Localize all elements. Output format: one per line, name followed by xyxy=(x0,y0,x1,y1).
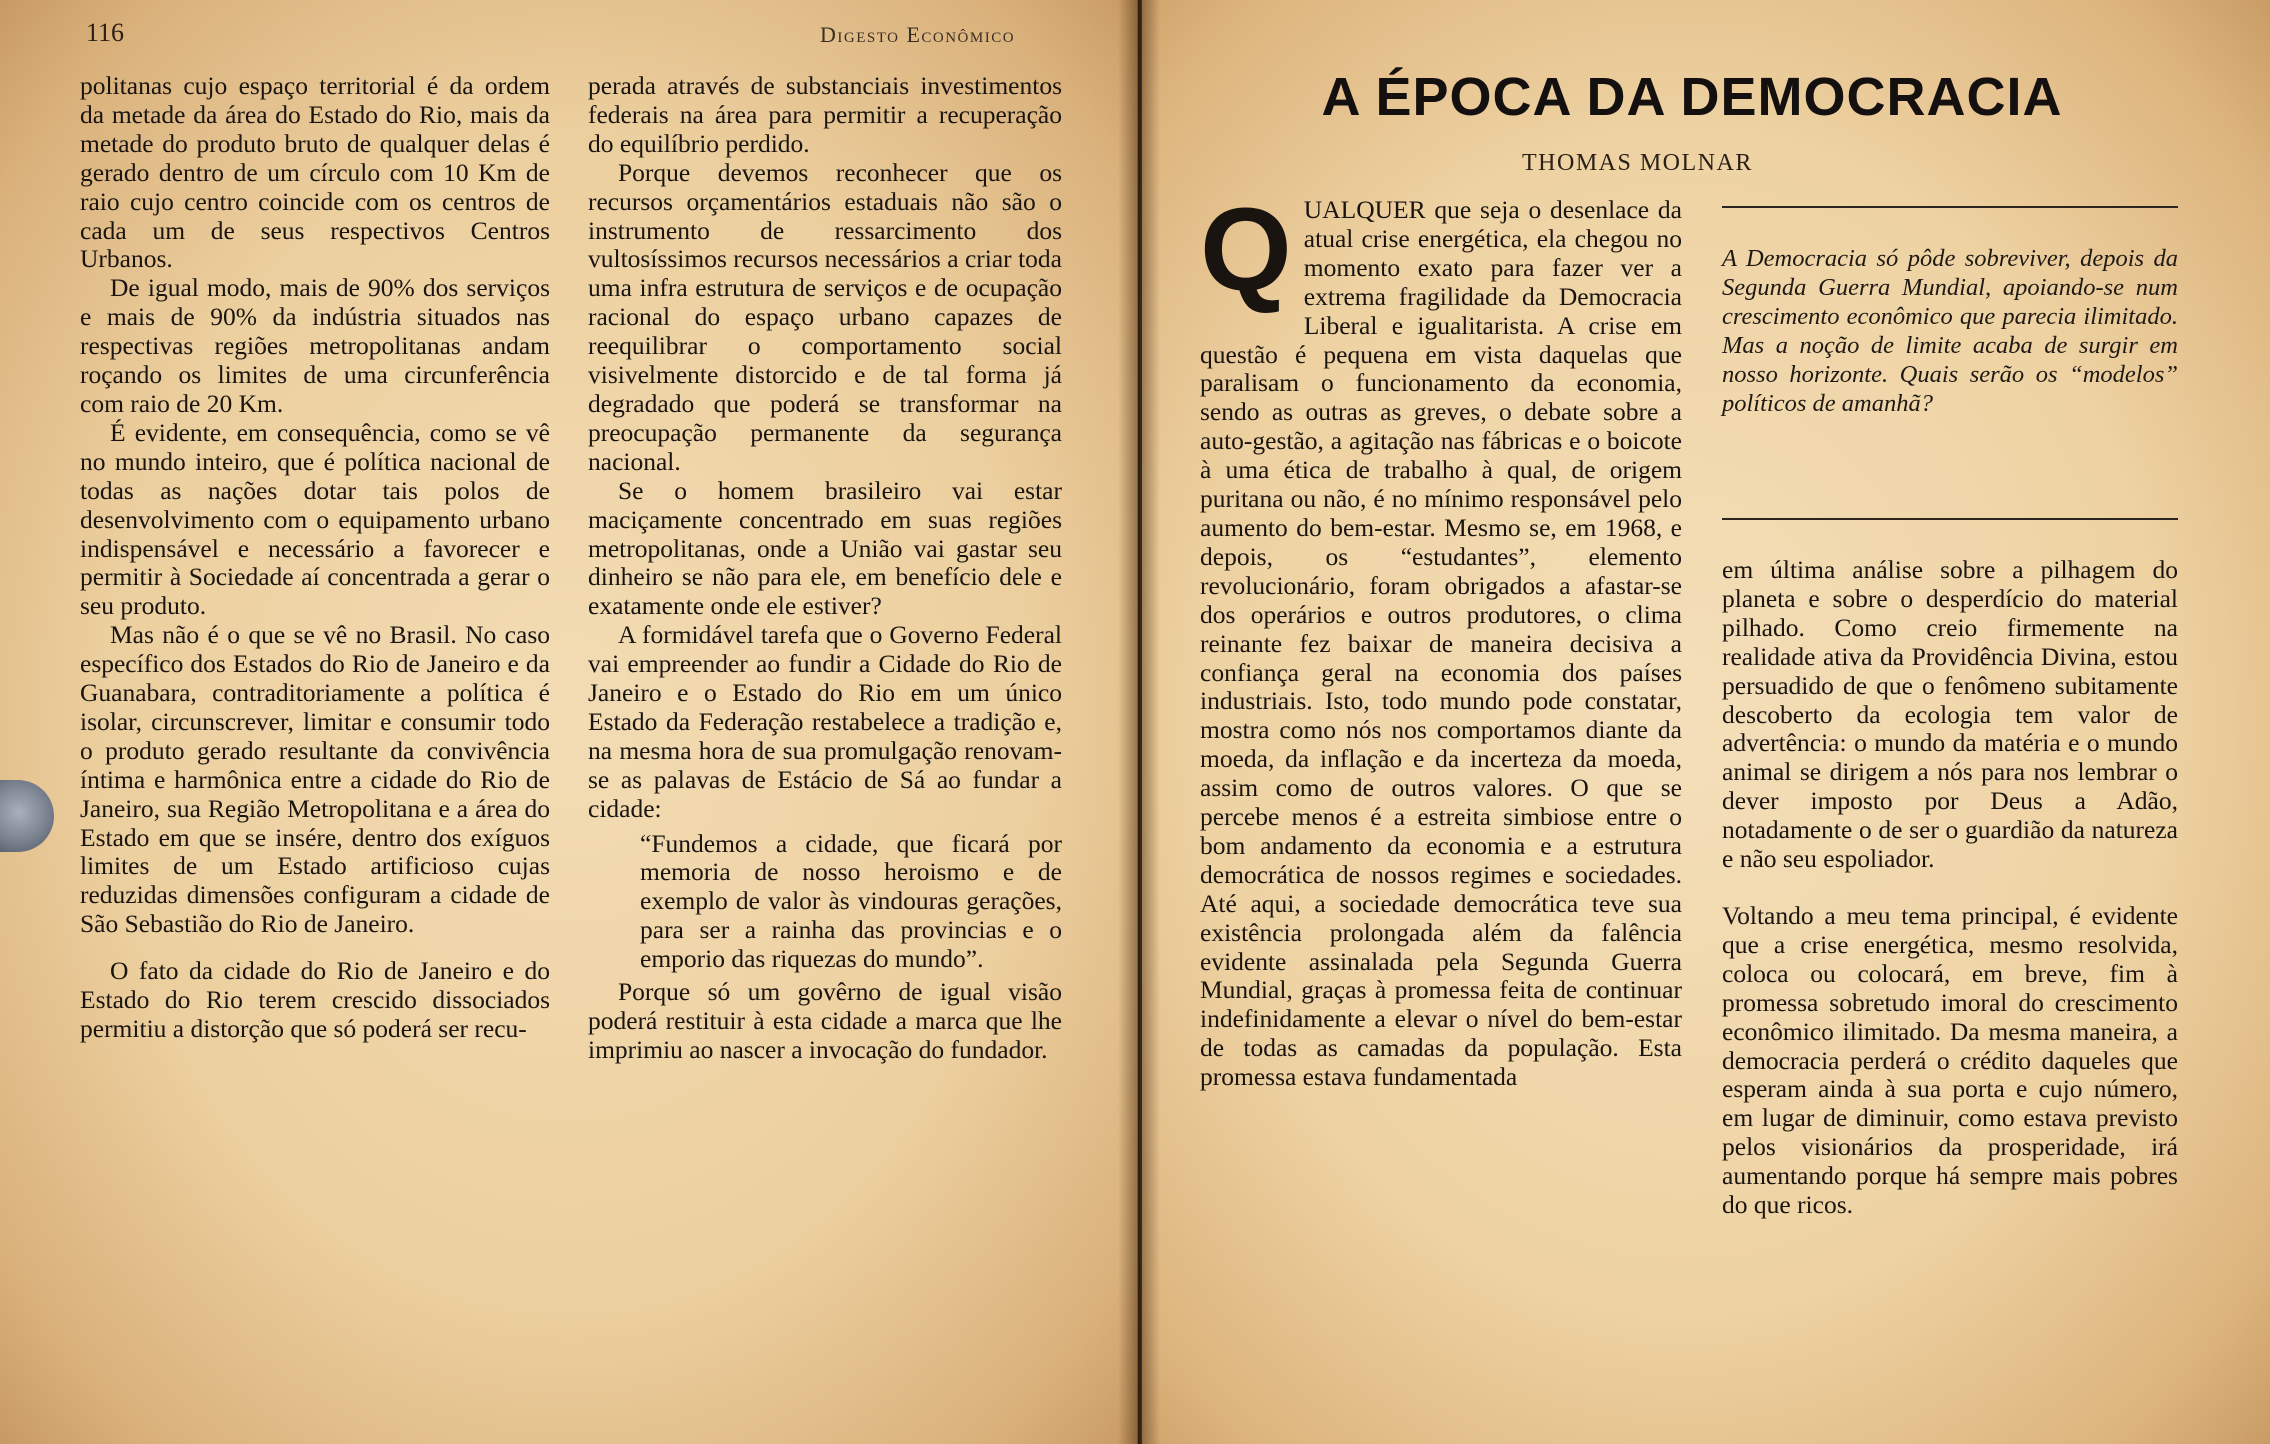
block-quote xyxy=(640,830,1062,975)
left-column-2 xyxy=(588,72,1062,1065)
paragraph: De igual modo, mais de 90% dos serviços e mais de 90% da indústria situados nas respectivas regiões metropolitanas andam roçando os limites de uma circunferência com raio de 20 Km. xyxy=(80,273,550,418)
article-abstract: A Democracia só pôde sobreviver, depois da Segunda Guerra Mundial, apoiando-se num crescimento econômico que parecia ilimitado. Mas a noção de limite acaba de surgir em nosso horizonte. Quais serão os “modelos” políticos de amanhã? xyxy=(1722,245,2178,417)
paragraph: em última análise sobre a pilhagem do planeta e sobre o desperdício do material pilhado. Como creio firmemente na realidade ativa da Providência Divina, estou persuadido de que o fenômeno subitamente descoberto da ecologia tem valor de advertência: o mundo da matéria e o mundo animal se dirigem a nós para nos lembrar o dever imposto por Deus a Adão, notadamente o de ser o guardião da natureza e não seu espoliador. xyxy=(1722,555,2178,874)
paragraph: A formidável tarefa que o Governo Federal vai empreender ao fundir a Cidade do Rio de Janeiro e o Estado do Rio em um único Estado da Federação restabelece a tradição e, na mesma hora de sua promulgação renovam-se as palavas de Estácio de Sá ao fundar a cidade: xyxy=(588,620,1062,823)
article-author: THOMAS MOLNAR xyxy=(1522,150,1753,176)
page-number: 116 xyxy=(86,18,125,47)
paragraph: perada através de substanciais investimentos federais na área para permitir a recuperação do equilíbrio perdido. xyxy=(588,71,1062,158)
lead-word: UALQUER xyxy=(1303,195,1426,224)
paragraph: politanas cujo espaço territorial é da ordem da metade da área do Estado do Rio, mais da metade do produto bruto de qualquer delas é gerado dentro de um círculo com 10 Km de raio cujo centro coincide com os centros de cada um de seus respectivos Centros Urbanos. xyxy=(80,71,550,274)
drop-cap: Q xyxy=(1200,184,1292,316)
paragraph: que seja o desenlace da atual crise energética, ela chegou no momento exato para fazer ver a extrema fragilidade da Democracia Liberal e igualitarista. A crise em questão é pequena em vista daquelas que paralisam o funcionamento da economia, sendo as outras as greves, o debate sobre a auto-gestão, a agitação nas fábricas e o boicote à uma ética de trabalho à qual, de origem puritana ou não, é no mínimo responsável pelo aumento do bem-estar. Mesmo se, em 1968, e depois, os “estudantes”, elemento revolucionário, foram obrigados a afastar-se dos operários e outros produtores, o clima reinante fez baixar de maneira decisiva a confiança geral na economia dos países industriais. Isto, todo mundo pode constatar, mostra como nós nos comportamos diante da moeda, da inflação e da incerteza da moeda, assim como de outros valores. O que se percebe menos é a estreita simbiose entre o bom andamento da economia e a estrutura democrática de nossos regimes e sociedades. Até aqui, a sociedade democrática teve sua existência prolongada além da falência evidente assinalada pela Segunda Guerra Mundial, graças à promessa feita de continuar indefinidamente a elevar o nível do bem-estar de todas as camadas da população. Esta promessa estava fundamentada xyxy=(1200,195,1682,1092)
paragraph: Porque devemos reconhecer que os recursos orçamentários estaduais não são o instrumento de ressarcimento dos vultosíssimos recursos necessários a criar toda uma infra estrutura de serviços e de ocupação racional do espaço urbano capazes de reequilibrar o comportamento social visivelmente distorcido e de tal forma já degradado que poderá se transformar na preocupação permanente da segurança nacional. xyxy=(588,157,1062,476)
paragraph: Se o homem brasileiro vai estar maciçamente concentrado em suas regiões metropolitanas, onde a União vai gastar seu dinheiro se não para ele, em benefício dele e exatamente onde ele estiver? xyxy=(588,475,1062,621)
paragraph: É evidente, em consequência, como se vê no mundo inteiro, que é política nacional de todas as nações dotar tais polos de desenvolvimento com o equipamento urbano indispensável e necessário a favorecer e permitir à Sociedade aí concentrada a gerar o seu produto. xyxy=(80,417,550,621)
article-title: A ÉPOCA DA DEMOCRACIA xyxy=(1321,67,2063,127)
opening-paragraph xyxy=(1200,184,1682,1092)
book-gutter xyxy=(1118,0,1160,1444)
paragraph: Porque só um govêrno de igual visão poderá restituir à esta cidade a marca que lhe imprimiu ao nascer a invocação do fundador. xyxy=(588,977,1062,1064)
abstract-rule-bottom xyxy=(1722,518,2178,520)
paragraph: Voltando a meu tema principal, é evidente que a crise energética, mesmo resolvida, coloca ou colocará, em breve, fim à promessa sobretudo imoral do crescimento econômico ilimitado. Da mesma maneira, a democracia perderá o crédito daqueles que esperam ainda à sua porta e cujo número, em lugar de diminuir, como estava previsto pelos visionários da prosperidade, irá aumentando porque há sempre mais pobres do que ricos. xyxy=(1722,900,2178,1220)
left-column-1 xyxy=(80,72,550,1044)
thumb-shadow xyxy=(0,780,54,852)
quote-text: “Fundemos a cidade, que ficará por memoria de nosso heroismo e de exemplo de valor às vindouras gerações, para ser a rainha das provincias e o emporio das riquezas do mundo”. xyxy=(640,828,1062,974)
abstract-rule-top xyxy=(1722,206,2178,208)
right-column-1 xyxy=(1200,184,1682,1092)
right-column-2 xyxy=(1722,556,2178,1220)
paragraph: O fato da cidade do Rio de Janeiro e do Estado do Rio terem crescido dissociados permitiu a distorção que só poderá ser recu- xyxy=(80,956,550,1043)
running-head: Digesto Econômico xyxy=(820,22,1016,47)
paragraph: Mas não é o que se vê no Brasil. No caso específico dos Estados do Rio de Janeiro e da Guanabara, contraditoriamente a política é isolar, circunscrever, limitar e consumir todo o produto gerado resultante da convivência íntima e harmônica entre a cidade do Rio de Janeiro, sua Região Metropolitana e a área do Estado em que se insére, dentro dos exíguos limites de um Estado artificioso cujas reduzidas dimensões configuram a cidade de São Sebastião do Rio de Janeiro. xyxy=(80,620,550,939)
